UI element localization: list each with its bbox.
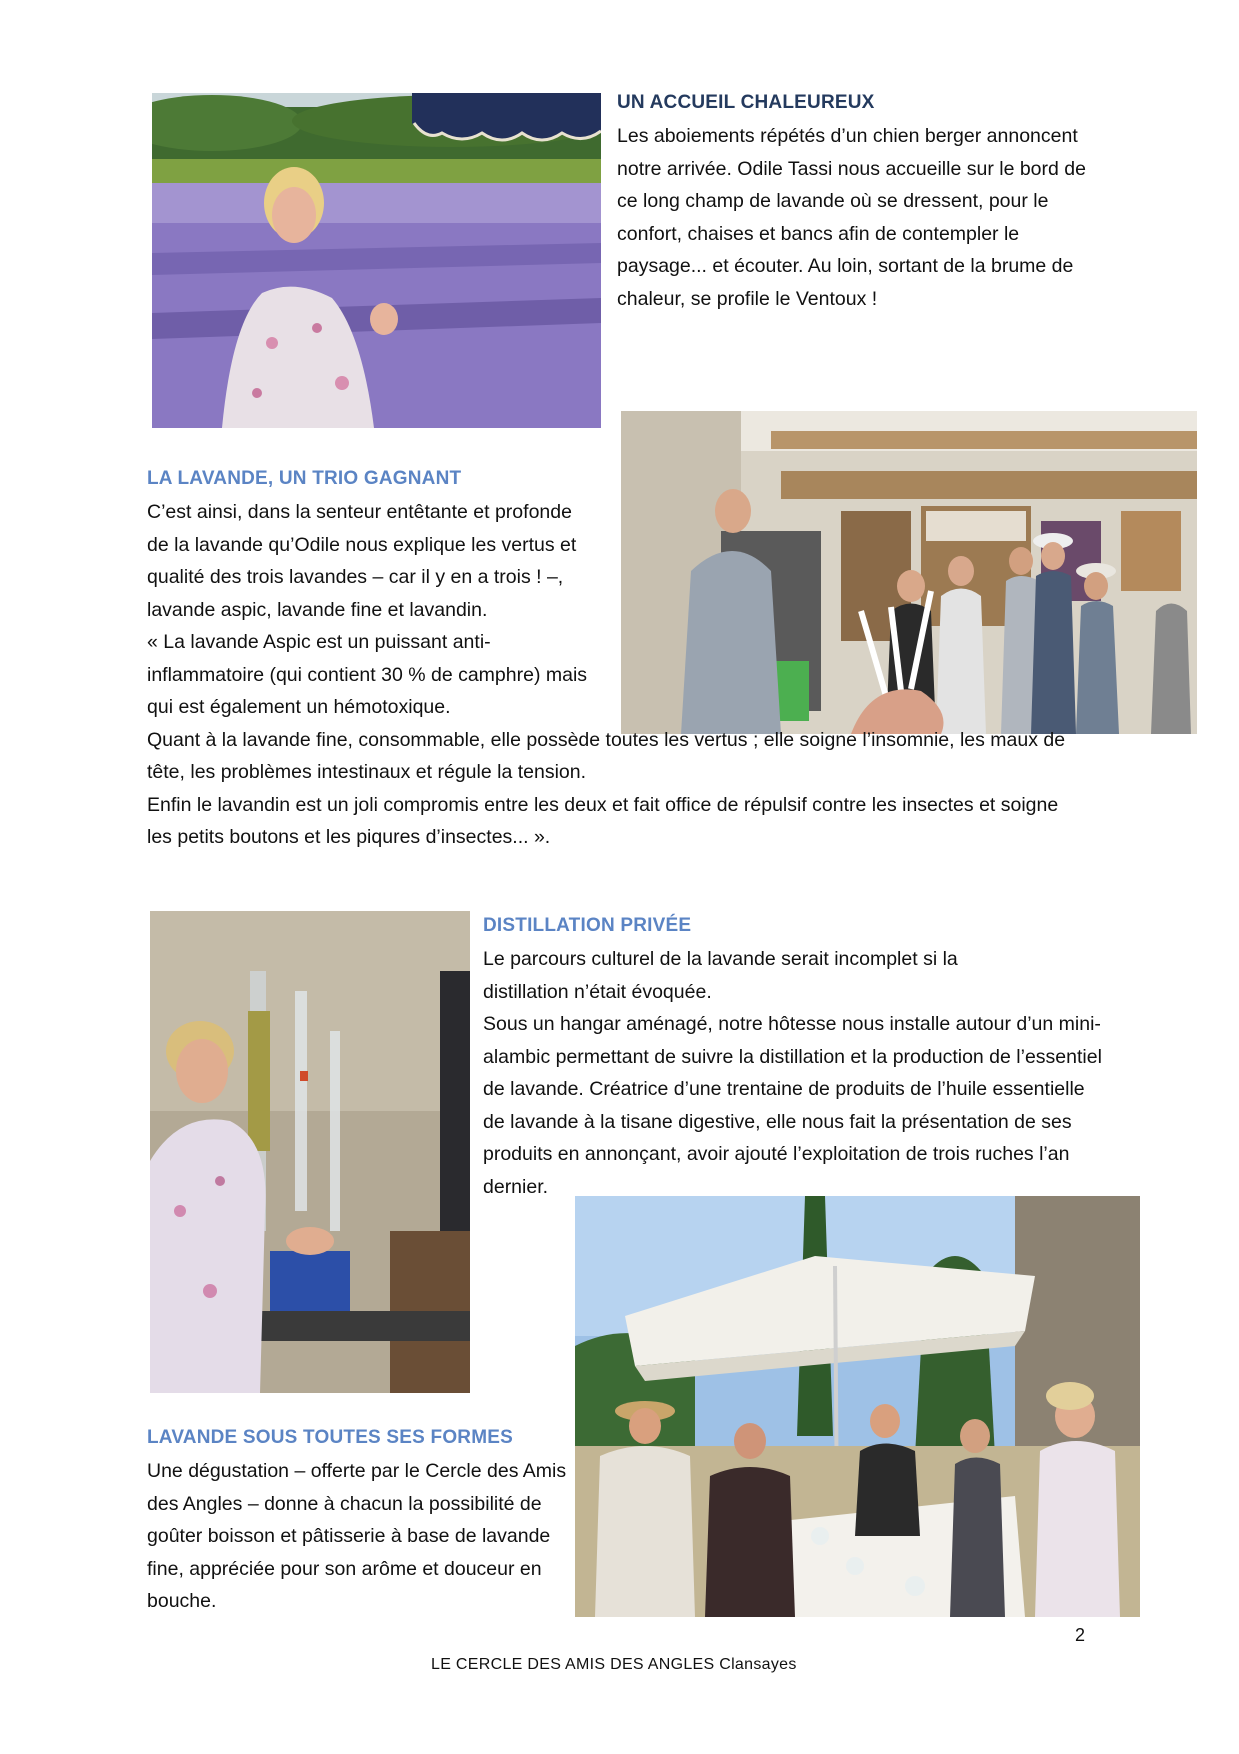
section-accueil xyxy=(617,90,1087,315)
text-trio-2: « La lavande Aspic est un puissant anti-inflammatoire (qui contient 30 % de camphre) mais qui est également un hémotoxique. xyxy=(147,631,588,718)
photo-distillation xyxy=(150,911,470,1393)
text-distillation-2: Sous un hangar aménagé, notre hôtesse nous installe autour d’un mini-alambic permettant de suivre la distillation et la production de l’essentiel de lavande. Créatrice d’une trentaine de produits de l’huile essentielle de lavande à la tisane digestive, elle nous fait la présentation de ses produits en annonçant, avoir ajouté l’exploitation de trois ruches l’an dernier. xyxy=(483,1013,1102,1198)
page-number: 2 xyxy=(1075,1625,1086,1645)
heading-accueil: UN ACCUEIL CHALEUREUX xyxy=(617,92,875,113)
heading-formes: LAVANDE SOUS TOUTES SES FORMES xyxy=(147,1427,513,1448)
photo-lavender-field xyxy=(152,93,601,428)
text-formes: Une dégustation – offerte par le Cercle des Amis des Angles – donne à chacun la possibilité de goûter boisson et pâtisserie à base de lavande fine, appréciée pour son arôme et douceur en bouche. xyxy=(147,1460,567,1612)
text-trio-3: Quant à la lavande fine, consommable, elle possède toutes les vertus ; elle soigne l’insomnie, les maux de tête, les problèmes intestinaux et régule la tension. xyxy=(147,728,1066,783)
footer: LE CERCLE DES AMIS DES ANGLES Clansayes xyxy=(431,1656,797,1673)
text-distillation-1: Le parcours culturel de la lavande serait incomplet si la distillation n’était évoquée. xyxy=(483,948,958,1003)
text-accueil: Les aboiements répétés d’un chien berger annoncent notre arrivée. Odile Tassi nous accueille sur le bord de ce long champ de lavande où se dressent, pour le confort, chaises et bancs afin de contempler le paysage... et écouter. Au loin, sortant de la brume de chaleur, se profile le Ventoux ! xyxy=(617,125,1086,310)
section-formes xyxy=(147,1425,567,1618)
text-trio-4: Enfin le lavandin est un joli compromis entre les deux et fait office de répulsif contre les insectes et soigne les petits boutons et les piqures d’insectes... ». xyxy=(147,793,1059,848)
heading-trio: LA LAVANDE, UN TRIO GAGNANT xyxy=(147,468,462,489)
heading-distillation: DISTILLATION PRIVÉE xyxy=(483,915,692,936)
section-distillation xyxy=(483,913,1123,1203)
text-trio-1: C’est ainsi, dans la senteur entêtante et profonde de la lavande qu’Odile nous explique les vertus et qualité des trois lavandes – car il y en a trois ! –, lavande aspic, lavande fine et lavandin. xyxy=(147,501,577,621)
photo-outdoor-tasting xyxy=(575,1196,1140,1617)
section-trio xyxy=(147,466,1207,854)
